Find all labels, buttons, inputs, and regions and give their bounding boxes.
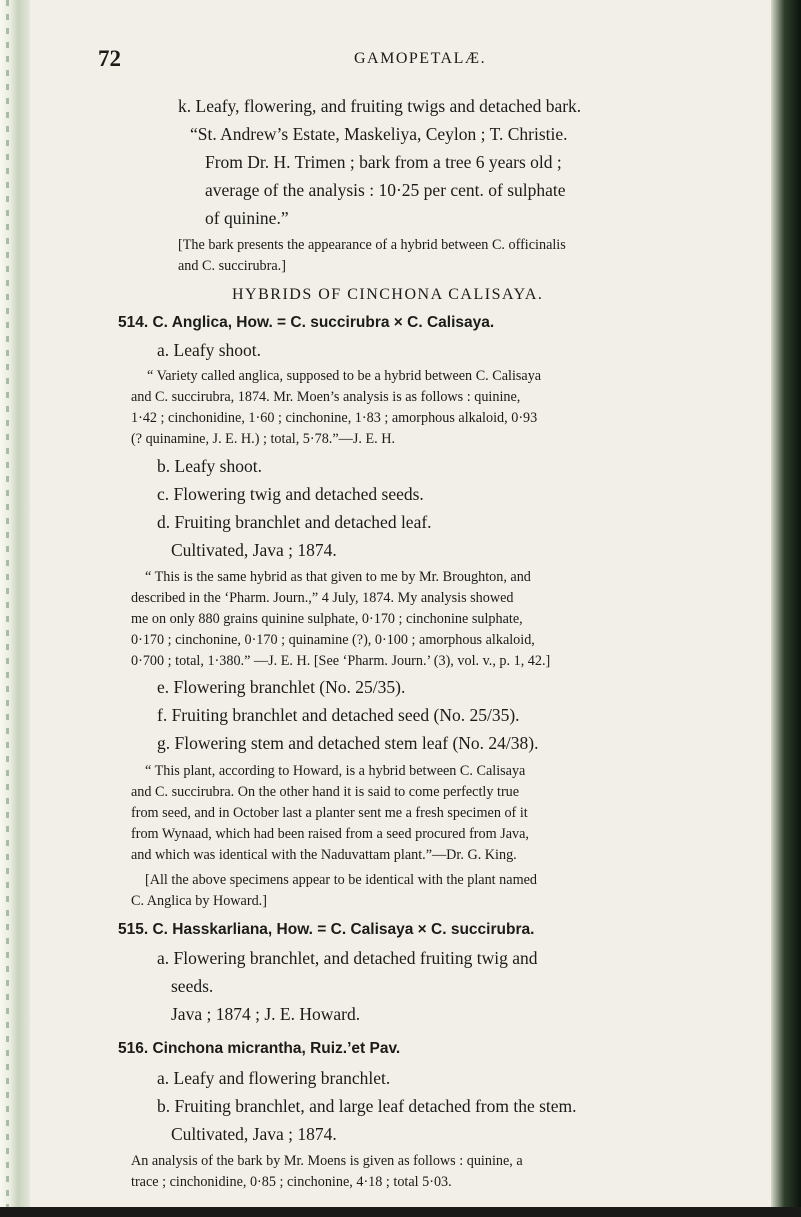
text-line: “ Variety called anglica, supposed to be a hybrid between C. Calisaya <box>147 368 542 384</box>
text-line: Cultivated, Java ; 1874. <box>171 1124 337 1144</box>
text-line: An analysis of the bark by Mr. Moens is given as follows : quinine, a <box>131 1153 523 1169</box>
entry-heading: 516. Cinchona micrantha, Ruiz.’et Pav. <box>118 1040 401 1057</box>
text-line: me on only 880 grains quinine sulphate, 0·170 ; cinchonine sulphate, <box>131 611 523 627</box>
text-line: f. Fruiting branchlet and detached seed (No. 25/35). <box>157 705 520 725</box>
text-line: [All the above specimens appear to be identical with the plant named <box>145 872 537 888</box>
text-line: “St. Andrew’s Estate, Maskeliya, Ceylon ; T. Christie. <box>190 124 568 144</box>
text-line: Cultivated, Java ; 1874. <box>171 540 337 560</box>
text-line: “ This plant, according to Howard, is a hybrid between C. Calisaya <box>145 763 526 779</box>
text-line: e. Flowering branchlet (No. 25/35). <box>157 677 406 697</box>
page-edge-right <box>771 0 801 1217</box>
text-line: C. Anglica by Howard.] <box>131 893 267 909</box>
text-line: and C. succirubra.] <box>178 258 286 274</box>
text-line: From Dr. H. Trimen ; bark from a tree 6 years old ; <box>205 152 562 172</box>
text-line: from seed, and in October last a planter sent me a fresh specimen of it <box>131 805 528 821</box>
text-line: d. Fruiting branchlet and detached leaf. <box>157 512 432 532</box>
text-line: of quinine.” <box>205 208 289 228</box>
page-number: 72 <box>98 46 121 71</box>
page-bottom-edge <box>0 1207 801 1217</box>
text-line: “ This is the same hybrid as that given to me by Mr. Broughton, and <box>145 569 531 585</box>
text-line: and which was identical with the Naduvattam plant.”—Dr. G. King. <box>131 847 517 863</box>
entry-heading: 515. C. Hasskarliana, How. = C. Calisaya × C. succirubra. <box>118 921 535 938</box>
text-line: b. Leafy shoot. <box>157 456 262 476</box>
section-heading: HYBRIDS OF CINCHONA CALISAYA. <box>232 286 544 303</box>
text-line: (? quinamine, J. E. H.) ; total, 5·78.”—J. E. H. <box>131 431 395 447</box>
text-line: a. Leafy and flowering branchlet. <box>157 1068 391 1088</box>
text-line: 0·700 ; total, 1·380.” —J. E. H. [See ‘Pharm. Journ.’ (3), vol. v., p. 1, 42.] <box>131 653 551 669</box>
text-line: 0·170 ; cinchonine, 0·170 ; quinamine (?), 0·100 ; amorphous alkaloid, <box>131 632 535 648</box>
text-line: b. Fruiting branchlet, and large leaf detached from the stem. <box>157 1096 577 1116</box>
text-line: Java ; 1874 ; J. E. Howard. <box>171 1004 361 1024</box>
text-line: and C. succirubra, 1874. Mr. Moen’s analysis is as follows : quinine, <box>131 389 521 405</box>
text-line: [The bark presents the appearance of a hybrid between C. officinalis <box>178 237 566 253</box>
page-edge-left <box>0 0 30 1217</box>
entry-heading: 514. C. Anglica, How. = C. succirubra × C. Calisaya. <box>118 314 495 331</box>
text-line: described in the ‘Pharm. Journ.,” 4 July, 1874. My analysis showed <box>131 590 514 606</box>
text-line: c. Flowering twig and detached seeds. <box>157 484 424 504</box>
text-line: g. Flowering stem and detached stem leaf (No. 24/38). <box>157 733 539 753</box>
text-line: average of the analysis : 10·25 per cent. of sulphate <box>205 180 566 200</box>
text-line: k. Leafy, flowering, and fruiting twigs and detached bark. <box>178 96 582 116</box>
text-line: seeds. <box>171 976 214 996</box>
text-line: from Wynaad, which had been raised from a seed procured from Java, <box>131 826 529 842</box>
text-line: a. Flowering branchlet, and detached fruiting twig and <box>157 948 538 968</box>
running-head: GAMOPETALÆ. <box>354 50 487 67</box>
text-line: and C. succirubra. On the other hand it is said to come perfectly true <box>131 784 520 800</box>
text-line: trace ; cinchonidine, 0·85 ; cinchonine, 4·18 ; total 5·03. <box>131 1174 452 1190</box>
text-line: a. Leafy shoot. <box>157 340 261 360</box>
text-line: 1·42 ; cinchonidine, 1·60 ; cinchonine, 1·83 ; amorphous alkaloid, 0·93 <box>131 410 538 426</box>
